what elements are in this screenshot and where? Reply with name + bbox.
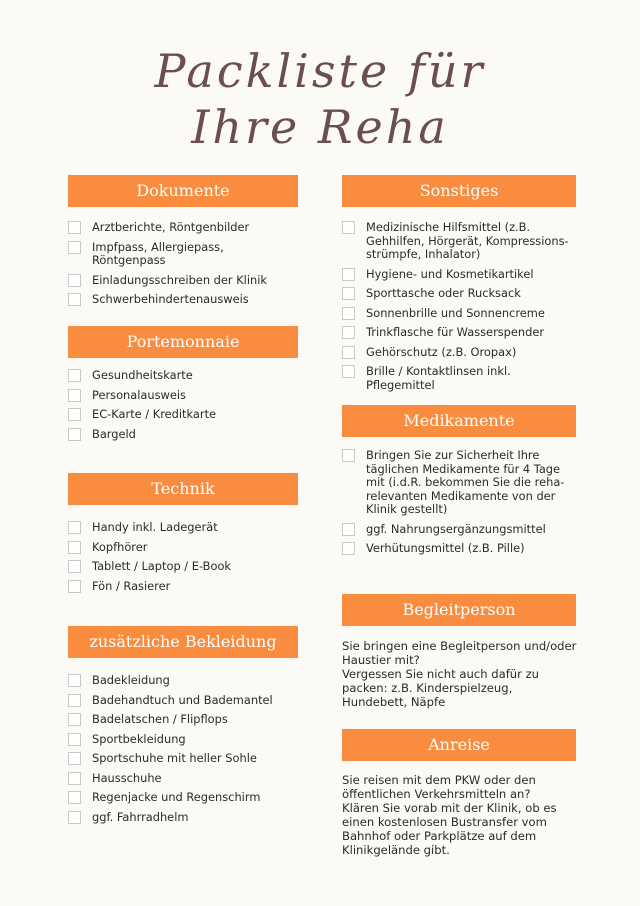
checkbox[interactable]: [342, 449, 355, 462]
page-title-line-2: Ihre Reha: [191, 100, 449, 154]
checklist-item-label: Bargeld: [92, 426, 136, 441]
checklist-item[interactable]: [342, 268, 576, 282]
checklist-item[interactable]: [68, 560, 231, 574]
checklist-technik: [68, 521, 231, 593]
checklist-item[interactable]: [342, 287, 576, 301]
checkbox[interactable]: [68, 694, 81, 707]
checklist-item[interactable]: [68, 811, 273, 825]
section-header-medikamente: Medikamente: [342, 405, 576, 437]
checkbox[interactable]: [68, 560, 81, 573]
checkbox[interactable]: [68, 752, 81, 765]
checklist-item[interactable]: [68, 772, 273, 786]
checkbox[interactable]: [342, 307, 355, 320]
checklist-item-label: Sportschuhe mit heller Sohle: [92, 751, 257, 765]
section-header-portemonnaie: Portemonnaie: [68, 326, 298, 358]
checklist-item[interactable]: [342, 523, 576, 537]
checklist-item[interactable]: [68, 293, 298, 307]
checklist-item[interactable]: [68, 408, 216, 422]
checkbox[interactable]: [342, 542, 355, 555]
checklist-item[interactable]: [342, 307, 576, 321]
checklist-item[interactable]: [68, 580, 231, 594]
checklist-item[interactable]: [68, 694, 273, 708]
checklist-item-label: Sporttasche oder Rucksack: [366, 286, 521, 300]
checklist-item[interactable]: [68, 241, 298, 268]
checklist-item-label: Hygiene- und Kosmetikartikel: [366, 266, 534, 281]
checklist-item-label: Fön / Rasierer: [92, 578, 171, 593]
checkbox[interactable]: [342, 268, 355, 281]
checkbox[interactable]: [68, 580, 81, 593]
checkbox[interactable]: [68, 811, 81, 824]
anreise-hint: Klären Sie vorab mit der Klinik, ob es einen kostenlosen Bustransfer vom Bahnhof oder Parkplätze auf dem Klinikgelände gibt.: [342, 801, 557, 857]
checkbox[interactable]: [68, 428, 81, 441]
checklist-item[interactable]: [342, 449, 576, 517]
checklist-item-label: Bringen Sie zur Sicherheit Ihre täglichen Medikamente für 4 Tage mit (i.d.R. bekommen Sie die reha-relevanten Medikamente von der Klinik gestellt): [366, 448, 565, 516]
checklist-item-label: Medizinische Hilfsmittel (z.B. Gehhilfen, Hörgerät, Kompressions-strümpfe, Inhalator): [366, 220, 569, 261]
section-header-anreise: Anreise: [342, 729, 576, 761]
checklist-portemonnaie: [68, 369, 216, 441]
checkbox[interactable]: [342, 346, 355, 359]
section-header-technik: Technik: [68, 473, 298, 505]
checkbox[interactable]: [68, 674, 81, 687]
anreise-question: Sie reisen mit dem PKW oder den öffentlichen Verkehrsmitteln an?: [342, 773, 536, 801]
checklist-item-label: Verhütungsmittel (z.B. Pille): [366, 541, 525, 555]
begleitperson-text: [342, 639, 578, 709]
checklist-item[interactable]: [68, 791, 273, 805]
checkbox[interactable]: [68, 389, 81, 402]
checklist-sonstiges: [342, 221, 576, 392]
checkbox[interactable]: [68, 713, 81, 726]
checkbox[interactable]: [68, 221, 81, 234]
checklist-item-label: Impfpass, Allergiepass, Röntgenpass: [92, 239, 224, 267]
section-header-dokumente: Dokumente: [68, 175, 298, 207]
checklist-item[interactable]: [68, 674, 273, 688]
checklist-item-label: Badehandtuch und Bademantel: [92, 692, 273, 707]
checklist-item[interactable]: [342, 221, 576, 262]
checklist-item-label: Tablett / Laptop / E-Book: [92, 559, 232, 573]
anreise-text: [342, 773, 578, 857]
checklist-item-label: Handy inkl. Ladegerät: [92, 520, 218, 534]
checklist-item[interactable]: [68, 369, 216, 383]
begleitperson-hint: Vergessen Sie nicht auch dafür zu packen: z.B. Kinderspielzeug, Hundebett, Näpfe: [342, 667, 540, 709]
checklist-item-label: EC-Karte / Kreditkarte: [92, 407, 217, 421]
checkbox[interactable]: [342, 523, 355, 536]
checkbox[interactable]: [68, 791, 81, 804]
checkbox[interactable]: [68, 274, 81, 287]
checkbox[interactable]: [68, 733, 81, 746]
begleitperson-question: Sie bringen eine Begleitperson und/oder Haustier mit?: [342, 639, 577, 667]
checklist-item[interactable]: [68, 521, 231, 535]
section-header-begleitperson: Begleitperson: [342, 594, 576, 626]
checklist-item-label: Badekleidung: [92, 673, 170, 687]
checklist-item-label: Sportbekleidung: [92, 731, 186, 746]
checkbox[interactable]: [342, 221, 355, 234]
checkbox[interactable]: [68, 369, 81, 382]
checklist-item-label: Einladungsschreiben der Klinik: [92, 272, 267, 287]
checklist-item[interactable]: [68, 541, 231, 555]
checkbox[interactable]: [68, 241, 81, 254]
checklist-item[interactable]: [68, 752, 273, 766]
checkbox[interactable]: [68, 541, 81, 554]
checklist-item[interactable]: [342, 346, 576, 360]
checklist-item[interactable]: [68, 733, 273, 747]
checkbox[interactable]: [68, 521, 81, 534]
checklist-item-label: Hausschuhe: [92, 770, 162, 785]
page-title-line-1: Packliste für: [154, 44, 486, 98]
checkbox[interactable]: [342, 287, 355, 300]
checklist-item[interactable]: [342, 326, 576, 340]
checklist-item[interactable]: [342, 365, 576, 392]
section-header-sonstiges: Sonstiges: [342, 175, 576, 207]
checklist-item-label: Schwerbehindertenausweis: [92, 292, 249, 306]
section-header-bekleidung: zusätzliche Bekleidung: [68, 626, 298, 658]
checklist-item-label: Trinkflasche für Wasserspender: [366, 325, 545, 339]
checklist-item-label: Kopfhörer: [92, 539, 148, 554]
checklist-medikamente: [342, 449, 576, 556]
checklist-item[interactable]: [68, 428, 216, 442]
checklist-item[interactable]: [68, 221, 298, 235]
checklist-item[interactable]: [68, 713, 273, 727]
checklist-item-label: Badelatschen / Flipflops: [92, 712, 228, 726]
checklist-item-label: Gehörschutz (z.B. Oropax): [366, 344, 517, 359]
checklist-item-label: Gesundheitskarte: [92, 368, 193, 382]
checkbox[interactable]: [68, 772, 81, 785]
checklist-item[interactable]: [68, 274, 298, 288]
checkbox[interactable]: [342, 326, 355, 339]
checklist-dokumente: [68, 221, 298, 307]
checklist-item-label: ggf. Nahrungsergänzungsmittel: [366, 521, 546, 536]
checklist-item-label: Regenjacke und Regenschirm: [92, 790, 261, 804]
checklist-item-label: ggf. Fahrradhelm: [92, 809, 189, 824]
checkbox[interactable]: [342, 365, 355, 378]
checkbox[interactable]: [68, 293, 81, 306]
checklist-item-label: Arztberichte, Röntgenbilder: [92, 220, 250, 234]
checklist-item-label: Personalausweis: [92, 387, 186, 402]
checklist-item[interactable]: [342, 542, 576, 556]
checklist-item-label: Sonnenbrille und Sonnencreme: [366, 305, 545, 320]
checklist-item[interactable]: [68, 389, 216, 403]
checklist-bekleidung: [68, 674, 273, 824]
checkbox[interactable]: [68, 408, 81, 421]
checklist-item-label: Brille / Kontaktlinsen inkl. Pflegemittel: [366, 364, 511, 392]
